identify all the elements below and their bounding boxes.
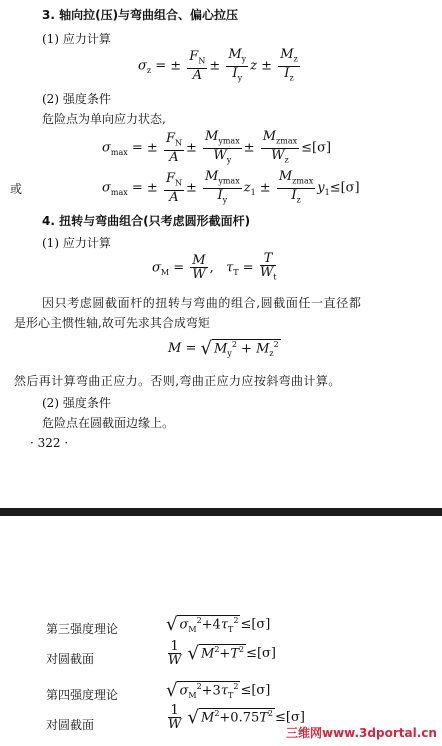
formula-eq4: $\sigma_M$ = $\frac{M}{W}$ , $\tau_T$ = $\frac{T}{W_t}$ bbox=[152, 251, 277, 283]
formula-row3: √ $\sigma_M^2+3\tau_T^2 \le[\sigma]$ bbox=[166, 680, 271, 701]
watermark: 三维网www.3dportal.cn bbox=[286, 726, 437, 740]
theory-label: 对圆截面 bbox=[46, 718, 95, 732]
theory-label: 对圆截面 bbox=[46, 652, 95, 666]
formula-row2: $\frac{1}{W}$ √ $M^2+T^2 \le[\sigma]$ bbox=[168, 639, 276, 668]
paragraph-line: 因只考虑圆截面杆的扭转与弯曲的组合,圆截面任一直径都 bbox=[42, 296, 362, 310]
formula-row1: √ $\sigma_M^2+4\tau_T^2 \le[\sigma]$ bbox=[166, 614, 271, 635]
page-divider bbox=[0, 508, 442, 516]
step-label: (1) 应力计算 bbox=[42, 32, 111, 46]
section3-heading: 3. 轴向拉(压)与弯曲组合、偏心拉压 bbox=[42, 8, 239, 22]
danger-text: 危险点为单向应力状态, bbox=[42, 112, 166, 126]
theory-label: 第三强度理论 bbox=[46, 622, 119, 636]
or-label: 或 bbox=[10, 182, 23, 196]
theory-label: 第四强度理论 bbox=[46, 688, 119, 702]
formula-eq5: M = √ $M_y^2 + M_z^2$ bbox=[168, 338, 279, 359]
step-label: (2) 强度条件 bbox=[42, 396, 111, 410]
formula-row4: $\frac{1}{W}$ √ $M^2+0.75T^2 \le[\sigma]$ bbox=[168, 703, 305, 732]
section4-heading: 4. 扭转与弯曲组合(只考虑圆形截面杆) bbox=[42, 214, 251, 228]
paragraph-line: 然后再计算弯曲正应力。否则,弯曲正应力应按斜弯曲计算。 bbox=[14, 374, 341, 388]
danger-text: 危险点在圆截面边缘上。 bbox=[42, 416, 175, 430]
formula-eq1: $\sigma_z$ = ± $\frac{F_N}{A}$ ± $\frac{M_y}{I_y}$ z ± $\frac{M_z}{I_z}$ bbox=[138, 47, 298, 83]
step-label: (2) 强度条件 bbox=[42, 92, 111, 106]
formula-eq2: $\sigma_{max}$ = ± $\frac{F_N}{A}$ ± $\frac{M_{ymax}}{W_y}$ ± $\frac{M_{zmax}}{W_z}$ ≤[σ] bbox=[102, 129, 332, 165]
paragraph-line: 是形心主惯性轴,故可先求其合成弯矩 bbox=[14, 316, 210, 330]
page-number: · 322 · bbox=[30, 436, 69, 450]
formula-eq3: $\sigma_{max}$ = ± $\frac{F_N}{A}$ ± $\frac{M_{ymax}}{I_y}$ $z_1$ ± $\frac{M_{zmax}}{I_z}$ $y_1\le[\sigma]$ bbox=[102, 169, 360, 205]
step-label: (1) 应力计算 bbox=[42, 236, 111, 250]
